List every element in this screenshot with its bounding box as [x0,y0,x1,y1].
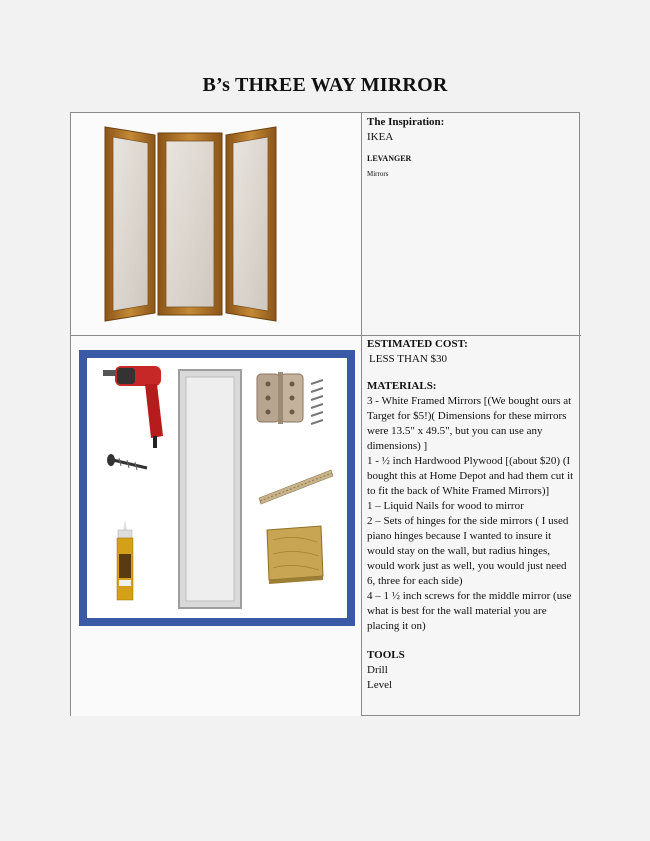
cost-value: LESS THAN $30 [369,353,448,365]
inspiration-product: LEVANGER [367,154,412,163]
screw-icon [107,454,147,470]
tools-heading: TOOLS [367,649,405,661]
hinge-icon [257,372,323,424]
cost-heading: ESTIMATED COST: [367,338,468,350]
materials-item: 3 - White Framed Mirrors [(We bought ours at Target for $5!)( Dimensions for these mirrors were 13.5" x 49.5", but you can use any dimensions) ] [367,395,572,452]
mirror-icon [179,370,241,608]
piano-hinge-icon [259,470,333,504]
materials-item: 4 – 1 ½ inch screws for the middle mirror (use what is best for the wall material you are placing it on) [367,590,572,632]
tools-item: Drill [367,664,388,676]
caulk-tube-icon [117,520,133,600]
materials-item: 2 – Sets of hinges for the side mirrors ( I used piano hinges because I wanted to insure it would stay on the wall, but radius hinges, would work just as well, you would just need 6, three for each side) [367,515,569,587]
materials-heading: MATERIALS: [367,380,437,392]
tools-item: Level [367,679,393,691]
inspiration-heading: The Inspiration: [367,116,445,128]
plywood-icon [267,526,323,584]
materials-item: 1 - ½ inch Hardwood Plywood [(about $20) (I bought this at Home Depot and had them cut it to fit the back of White Framed Mirrors)] [367,455,574,497]
drill-icon [103,366,163,448]
three-panel-mirror-image [71,113,361,335]
inspiration-store: IKEA [367,131,394,143]
column-divider [361,113,362,716]
materials-list [367,394,577,634]
materials-collage-image [79,350,355,626]
inspiration-image-cell [71,113,361,335]
cost-materials-section [367,337,577,693]
inspiration-category: Mirrors [367,170,389,178]
inspiration-section [367,115,444,179]
materials-image-cell [71,336,361,716]
materials-item: 1 – Liquid Nails for wood to mirror [367,500,524,512]
page-title: B’s THREE WAY MIRROR [202,74,448,96]
project-table [70,112,580,716]
